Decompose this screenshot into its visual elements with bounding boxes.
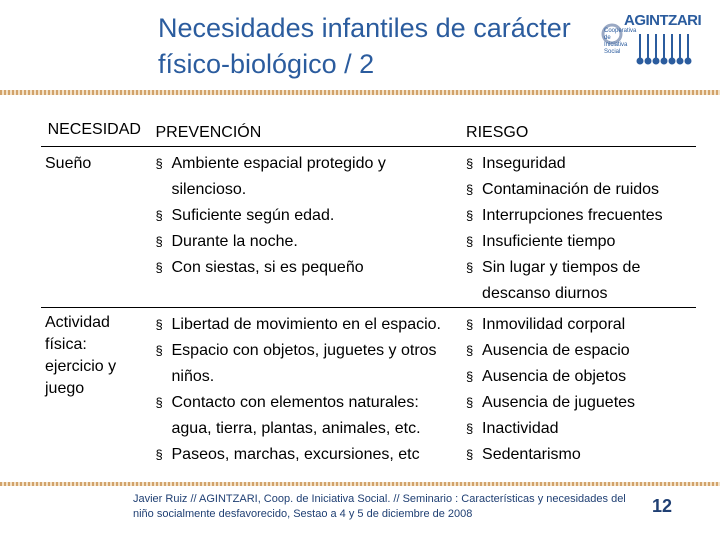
table-header-row [41,118,696,147]
header-prevencion: PREVENCIÓN [148,118,459,147]
logo-subtitle: Cooperativa de Iniciativa Social [604,28,637,55]
table-row [41,147,696,308]
footer-citation: Javier Ruiz // AGINTZARI, Coop. de Iniciativa Social. // Seminario : Características y necesidades del niño socialmente desfavorecido, Sestao a 4 y 5 de diciembre de 2008 [133,493,626,520]
list-item: § Ambiente espacial protegido y silencioso. [156,151,459,203]
list-item: § Insuficiente tiempo [466,229,696,255]
list-item: § Suficiente según edad. [156,203,459,229]
prevention-cell [148,308,459,493]
list-item: § Durante la noche. [156,229,459,255]
header-riesgo: RIESGO [458,118,696,147]
agintzari-logo [596,12,706,74]
list-item: § Libertad de movimiento en el espacio. [156,312,459,338]
need-cell: Actividad física: ejercicio y juego [45,314,117,397]
prevention-cell [148,147,459,308]
list-item: § Ausencia de espacio [466,338,696,364]
list-item: § Ausencia de juguetes [466,390,696,416]
header-necesidad: NECESIDAD [41,118,148,147]
risk-cell [458,308,696,493]
page-number: 12 [652,496,673,516]
list-item: § Inseguridad [466,151,696,177]
page-title: Necesidades infantiles de carácter físico-biológico / 2 [158,13,571,79]
list-item: § Sin lugar y tiempos de descanso diurnos [466,255,696,307]
need-cell: Sueño [41,147,148,308]
list-item: § Inactividad [466,416,696,442]
list-item: § Contacto con elementos naturales: agua, tierra, plantas, animales, etc. [156,390,459,442]
top-divider [0,90,720,95]
list-item: § Interrupciones frecuentes [466,203,696,229]
logo-name: AGINTZARI [624,12,702,29]
list-item: § Con siestas, si es pequeño [156,255,459,281]
list-item: § Ausencia de objetos [466,364,696,390]
needs-table [41,118,696,492]
list-item: § Inmovilidad corporal [466,312,696,338]
list-item: § Sedentarismo [466,442,696,468]
bottom-divider [0,482,720,486]
risk-cell [458,147,696,308]
list-item: § Contaminación de ruidos [466,177,696,203]
list-item: § Espacio con objetos, juguetes y otros niños. [156,338,459,390]
table-row [41,308,696,493]
list-item: § Paseos, marchas, excursiones, etc [156,442,459,468]
